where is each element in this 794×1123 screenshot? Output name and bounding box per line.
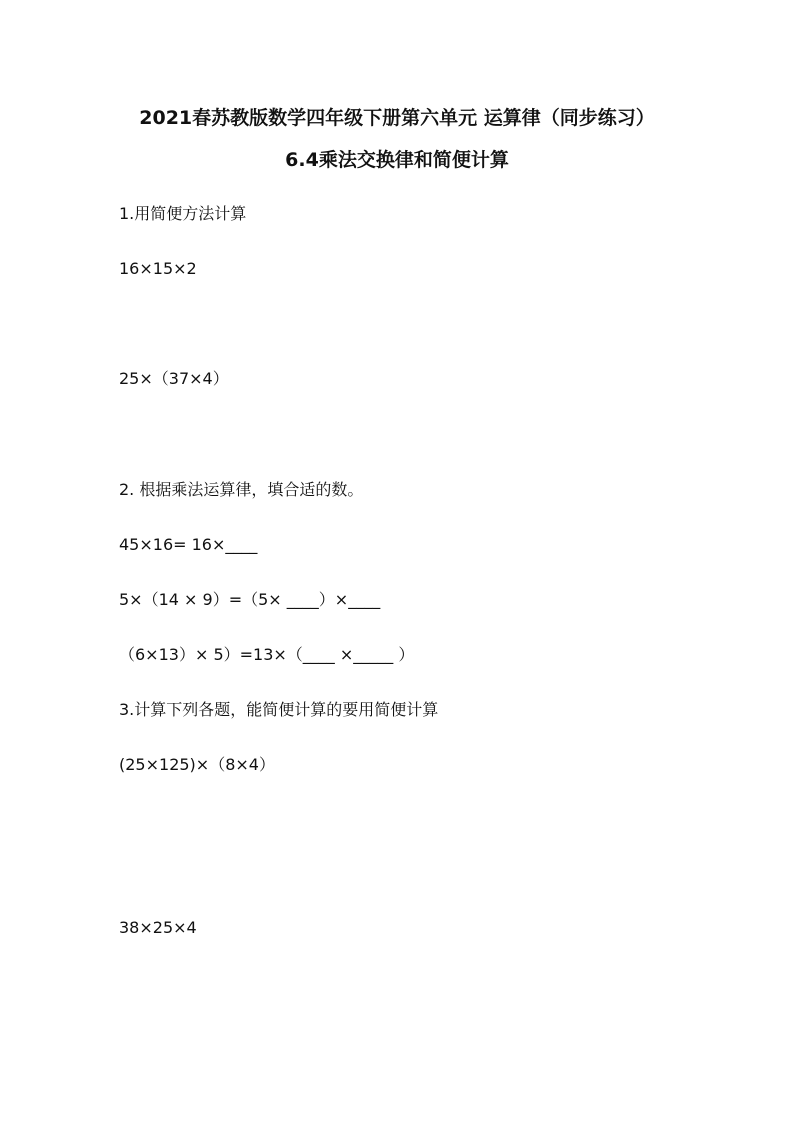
question-1-item-2: 25×（37×4） — [119, 369, 229, 388]
question-1-heading: 1.用简便方法计算 — [119, 204, 247, 223]
question-2-item-3: （6×13）× 5）=13×（____ ×_____ ） — [119, 645, 415, 664]
question-2-item-1: 45×16= 16×____ — [119, 535, 258, 554]
question-1-item-1: 16×15×2 — [119, 259, 197, 278]
question-2-item-2: 5×（14 × 9）=（5× ____）×____ — [119, 590, 381, 609]
page-subtitle: 6.4乘法交换律和简便计算 — [285, 149, 509, 171]
question-3-item-1: (25×125)×（8×4） — [119, 755, 275, 774]
page-title: 2021春苏教版数学四年级下册第六单元 运算律（同步练习） — [139, 107, 655, 129]
question-3-item-2: 38×25×4 — [119, 918, 197, 937]
question-2-heading: 2. 根据乘法运算律，填合适的数。 — [119, 480, 364, 499]
question-3-heading: 3.计算下列各题，能简便计算的要用简便计算 — [119, 700, 439, 719]
